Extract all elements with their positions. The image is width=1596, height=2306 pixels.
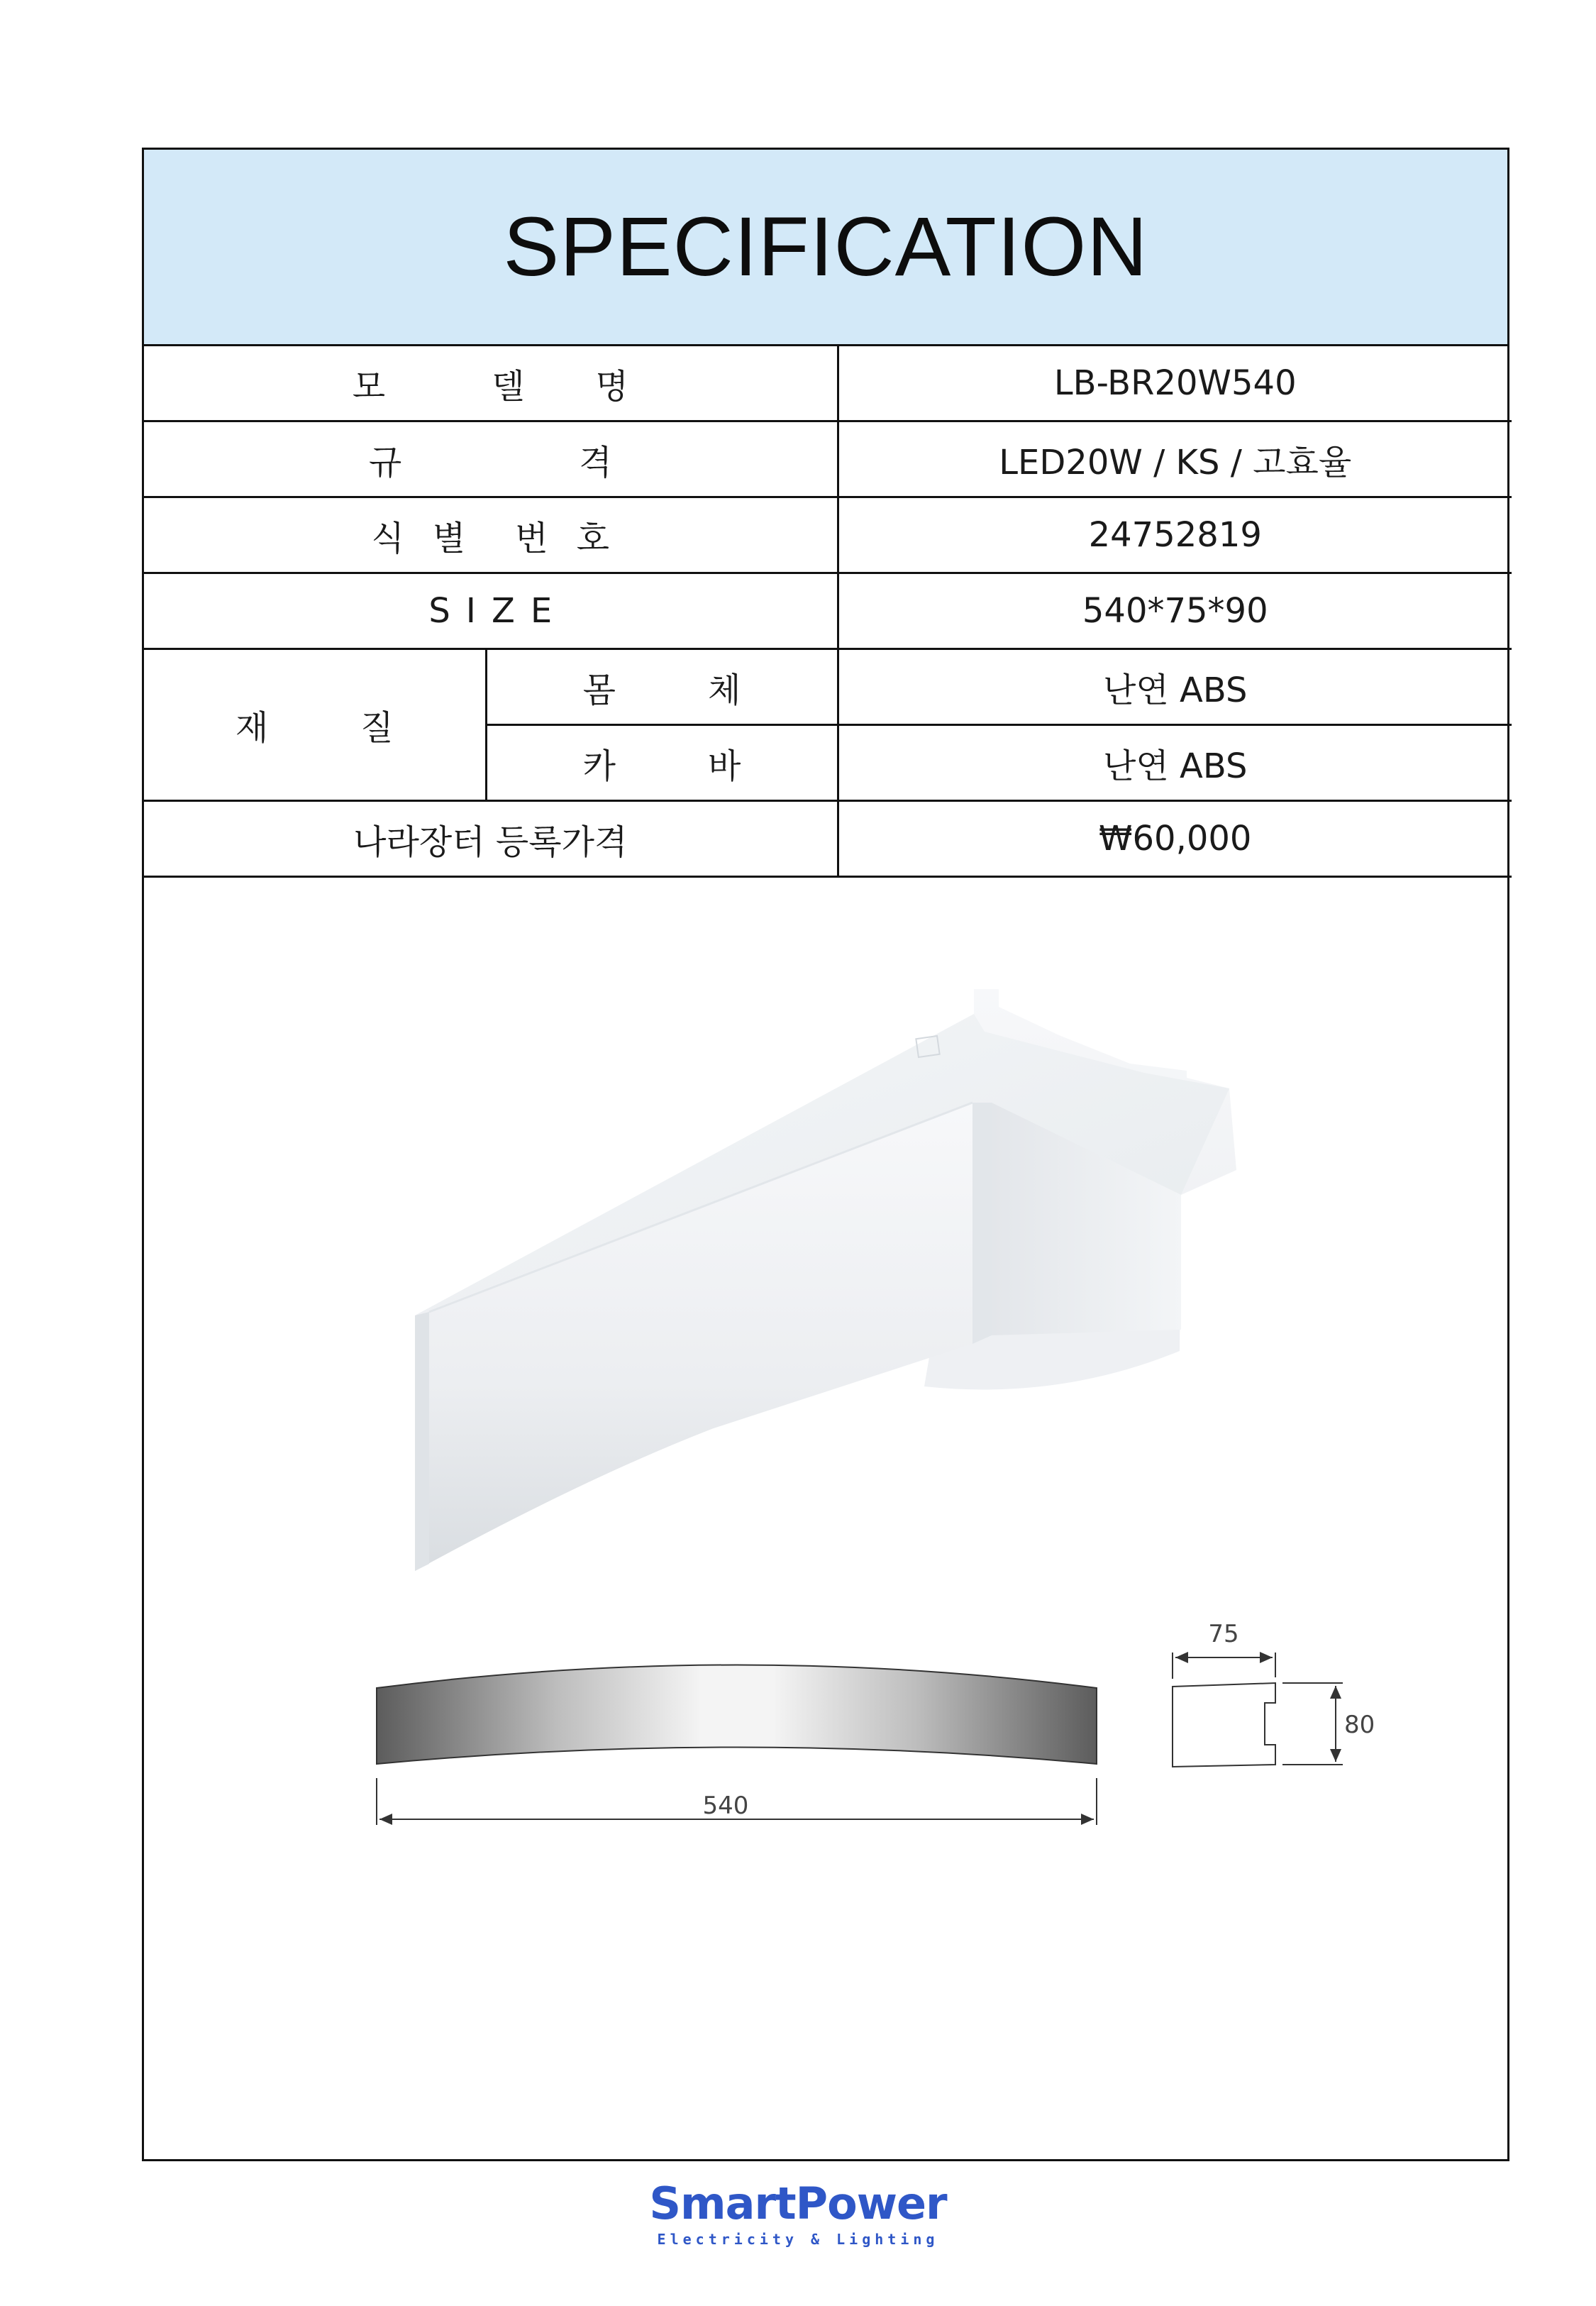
product-figures (144, 890, 1507, 2160)
row-value-cover: 난연 ABS (838, 725, 1512, 801)
row-label-id: 식 별 번 호 (144, 497, 838, 573)
row-label-price: 나라장터 등록가격 (144, 801, 838, 877)
dimension-length: 540 (702, 1792, 749, 1820)
side-view-drawing (377, 1665, 1097, 1826)
row-label-cover: 카 바 (486, 725, 838, 801)
table-row (144, 573, 1512, 649)
product-photo (415, 989, 1236, 1571)
row-value-size: 540*75*90 (838, 573, 1512, 649)
dimension-width: 75 (1208, 1620, 1239, 1648)
end-view-drawing (1173, 1620, 1375, 1767)
row-label-model: 모 델 명 (144, 346, 838, 421)
logo-tagline: Electricity & Lighting (657, 2231, 939, 2248)
title-band (144, 150, 1507, 346)
logo-name: SmartPower (649, 2178, 947, 2229)
row-label-spec: 규 격 (144, 421, 838, 497)
table-row (144, 421, 1512, 497)
brand-logo (0, 2178, 1596, 2248)
row-value-spec: LED20W / KS / 고효율 (838, 421, 1512, 497)
row-value-id: 24752819 (838, 497, 1512, 573)
row-value-price: ₩60,000 (838, 801, 1512, 877)
product-figure-area (144, 890, 1507, 2160)
row-label-body: 몸 체 (486, 649, 838, 725)
table-row (144, 801, 1512, 877)
table-row (144, 649, 1512, 725)
row-value-body: 난연 ABS (838, 649, 1512, 725)
row-label-material: 재 질 (144, 649, 486, 801)
dimension-height: 80 (1344, 1711, 1375, 1739)
spec-sheet (142, 148, 1509, 2161)
spec-table (144, 346, 1512, 878)
table-row (144, 497, 1512, 573)
row-label-size: S I Z E (144, 573, 838, 649)
table-row (144, 346, 1512, 421)
page-title: SPECIFICATION (503, 200, 1148, 294)
row-value-model: LB-BR20W540 (838, 346, 1512, 421)
